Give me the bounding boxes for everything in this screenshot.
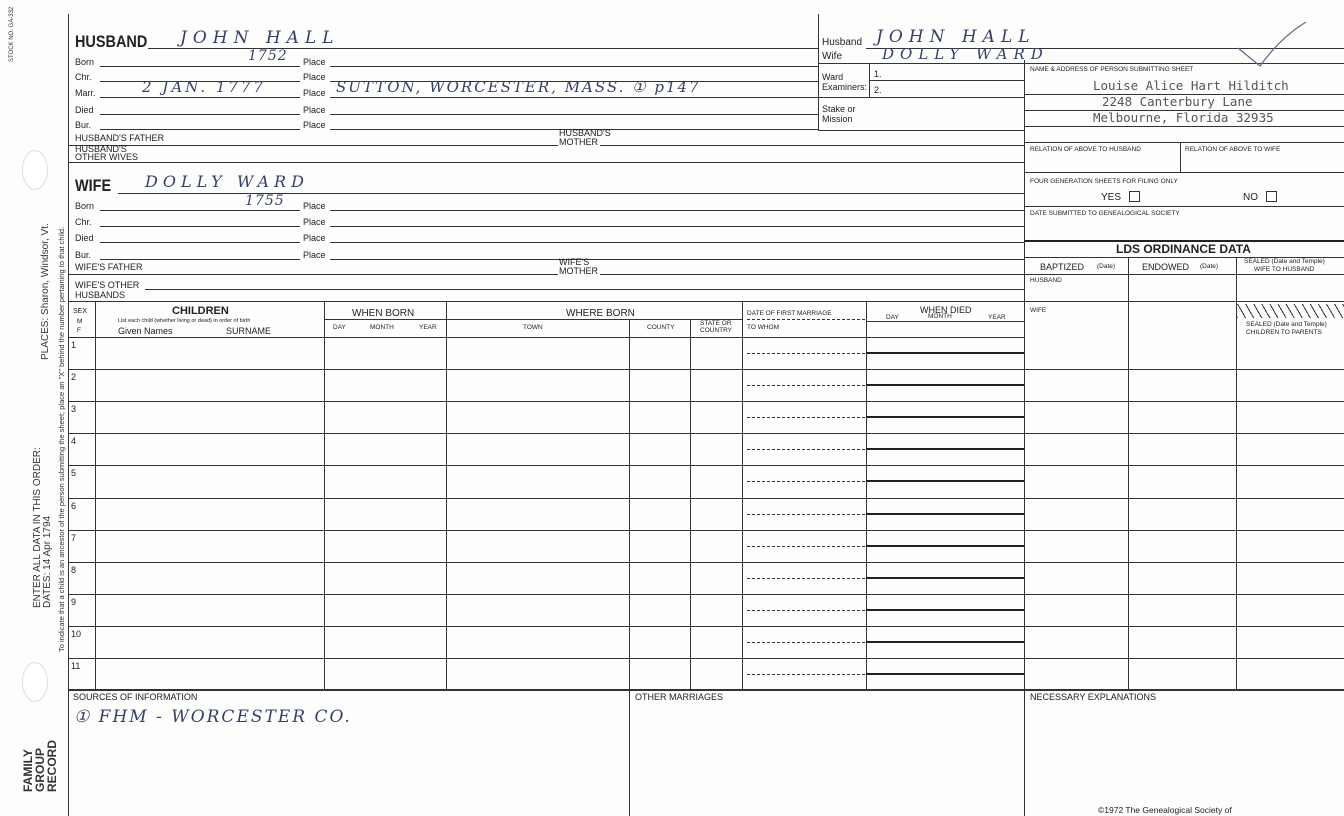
child-row-number: 8 — [71, 565, 77, 575]
marriage-dash — [747, 674, 865, 675]
four-gen-label: FOUR GENERATION SHEETS FOR FILING ONLY — [1030, 178, 1178, 185]
child-row-number: 11 — [71, 661, 81, 671]
other-husbands-label: WIFE'S OTHER — [75, 280, 140, 290]
lds-husband-row: HUSBAND — [1030, 277, 1062, 284]
given-names-label: Given Names — [118, 326, 173, 336]
date-label: (Date) — [1097, 263, 1116, 270]
died-line — [866, 545, 1024, 547]
wife-born: 1755 — [245, 193, 285, 209]
copyright: ©1972 The Genealogical Society of — [1098, 805, 1232, 815]
table-row — [68, 465, 1344, 466]
wife-label: Wife — [822, 51, 842, 62]
marriage-dash — [747, 353, 865, 354]
sources-entry: ① FHM - WORCESTER CO. — [74, 707, 352, 727]
ancestor-note: To indicate that a child is an ancestor of the person submitting the sheet; place an "X" behind the number pertaining to that child. — [57, 226, 66, 652]
yes-label: YES — [1101, 192, 1122, 203]
frame-left — [68, 14, 69, 816]
enter-all-note: ENTER ALL DATA IN THIS ORDER: — [32, 447, 43, 608]
year-label: YEAR — [419, 324, 437, 331]
divider — [818, 14, 819, 130]
child-row-number: 5 — [71, 468, 77, 478]
died-line — [866, 448, 1024, 450]
born-label: Born — [75, 201, 95, 211]
marriage-dash — [747, 481, 865, 482]
bur-label: Bur. — [75, 250, 92, 260]
wifes-mother-label: WIFE'S — [559, 257, 590, 267]
to-whom-label: TO WHOM — [747, 324, 780, 331]
town-label: TOWN — [523, 324, 543, 331]
died-line — [866, 480, 1024, 482]
place-label: Place — [303, 105, 326, 115]
wife-name: DOLLY WARD — [145, 172, 309, 191]
ward-label: Ward — [822, 72, 844, 82]
table-row — [68, 690, 1344, 691]
place-label: Place — [303, 88, 326, 98]
table-row — [68, 433, 1344, 434]
places-note: PLACES: Sharon, Windsor, Vt. — [40, 223, 51, 360]
marriage-dash — [747, 417, 865, 418]
stake-label: Stake or — [822, 104, 856, 114]
husband-label: Husband — [822, 37, 863, 48]
binder-hole — [22, 150, 48, 190]
day-label: DAY — [886, 314, 899, 321]
topright-husband: JOHN HALL — [876, 27, 1036, 47]
place-label: Place — [303, 57, 326, 67]
table-row — [68, 401, 1344, 402]
place-label: Place — [303, 250, 326, 260]
sex-label: SEX — [73, 308, 88, 315]
chr-label: Chr. — [75, 72, 92, 82]
table-row — [68, 498, 1344, 499]
form-title: RECORD — [45, 739, 59, 792]
sealed-husband-label: SEALED (Date and Temple) — [1244, 258, 1325, 265]
wifes-mother-label: MOTHER — [559, 266, 598, 276]
examiners-label: Examiners: — [822, 82, 868, 92]
died-line — [866, 513, 1024, 515]
check-mark-icon — [1230, 18, 1310, 68]
husbands-mother-label: HUSBAND'S — [559, 128, 611, 138]
child-row-number: 9 — [71, 597, 77, 607]
marriage-dash — [747, 546, 865, 547]
date-submitted-label: DATE SUBMITTED TO GENEALOGICAL SOCIETY — [1030, 210, 1180, 217]
child-row-number: 7 — [71, 533, 77, 543]
died-line — [866, 416, 1024, 418]
baptized-label: BAPTIZED — [1040, 262, 1085, 272]
husband-born: 1752 — [248, 48, 288, 64]
died-label: Died — [75, 233, 94, 243]
yes-checkbox[interactable] — [1129, 191, 1140, 202]
child-row-number: 1 — [71, 340, 77, 350]
binder-hole — [22, 662, 48, 702]
died-line — [866, 609, 1024, 611]
place-label: Place — [303, 217, 326, 227]
husbands-father-label: HUSBAND'S FATHER — [75, 133, 165, 143]
child-row-number: 10 — [71, 629, 82, 639]
month-label: MONTH — [370, 324, 394, 331]
other-wives-label: OTHER WIVES — [75, 152, 139, 162]
table-row — [68, 562, 1344, 563]
wife-heading: WIFE — [75, 176, 112, 195]
submitter-street: 2248 Canterbury Lane — [1102, 94, 1253, 109]
day-label: DAY — [333, 324, 346, 331]
child-row-number: 2 — [71, 372, 77, 382]
sex-m: M — [77, 318, 83, 325]
lds-title: LDS ORDINANCE DATA — [1116, 242, 1251, 256]
sources-label: SOURCES OF INFORMATION — [73, 692, 198, 702]
born-label: Born — [75, 57, 95, 67]
husband-name: JOHN HALL — [180, 28, 340, 48]
state-label: COUNTRY — [700, 327, 733, 334]
child-row-number: 6 — [71, 501, 77, 511]
marriage-dash — [747, 385, 865, 386]
no-checkbox[interactable] — [1266, 191, 1277, 202]
form-title: FAMILY — [21, 749, 35, 792]
examiner-2: 2. — [874, 85, 882, 95]
state-label: STATE OR — [700, 320, 732, 327]
died-line — [866, 673, 1024, 675]
sealed-children-label: CHILDREN TO PARENTS — [1246, 329, 1322, 336]
other-wives-label: HUSBAND'S — [75, 144, 127, 154]
sealed-husband-label: WIFE TO HUSBAND — [1254, 266, 1315, 273]
marriage-place: SUTTON, WORCESTER, MASS. ① p147 — [336, 78, 701, 96]
marriage-dash — [747, 642, 865, 643]
submitter-city: Melbourne, Florida 32935 — [1093, 110, 1274, 125]
hatched-cell — [1237, 304, 1344, 318]
other-husbands-label: HUSBANDS — [75, 290, 126, 300]
relation-wife-label: RELATION OF ABOVE TO WIFE — [1185, 146, 1281, 153]
table-row — [68, 626, 1344, 627]
examiner-1: 1. — [874, 69, 882, 79]
relation-husband-label: RELATION OF ABOVE TO HUSBAND — [1030, 146, 1141, 153]
children-subtitle: List each child (whether living or dead) in order of birth — [118, 318, 251, 324]
when-born-label: WHEN BORN — [352, 308, 415, 319]
place-label: Place — [303, 120, 326, 130]
child-row-number: 4 — [71, 436, 77, 446]
divider — [1024, 60, 1025, 816]
marriage-dash — [747, 578, 865, 579]
surname-label: SURNAME — [226, 326, 272, 336]
lds-wife-row: WIFE — [1030, 307, 1047, 314]
table-row — [68, 530, 1344, 531]
where-born-label: WHERE BORN — [566, 308, 635, 319]
children-title: CHILDREN — [172, 305, 229, 317]
submitter-name: Louise Alice Hart Hilditch — [1093, 78, 1289, 93]
place-label: Place — [303, 72, 326, 82]
died-line — [866, 384, 1024, 386]
marriage-date: 2 JAN. 1777 — [142, 78, 267, 96]
table-row — [68, 594, 1344, 595]
topright-wife: DOLLY WARD — [882, 45, 1049, 63]
stake-label: Mission — [822, 114, 853, 124]
dates-note: DATES: 14 Apr 1794 — [42, 515, 53, 608]
table-row — [68, 369, 1344, 370]
died-line — [866, 641, 1024, 643]
husbands-mother-label: MOTHER — [559, 137, 598, 147]
husband-heading: HUSBAND — [75, 32, 148, 51]
place-label: Place — [303, 233, 326, 243]
explanations-label: NECESSARY EXPLANATIONS — [1030, 692, 1157, 702]
chr-label: Chr. — [75, 217, 92, 227]
sex-f: F — [77, 327, 81, 334]
marriage-dash — [747, 514, 865, 515]
other-marriages-label: OTHER MARRIAGES — [635, 692, 724, 702]
died-line — [866, 352, 1024, 354]
child-row-number: 3 — [71, 404, 77, 414]
wifes-father-label: WIFE'S FATHER — [75, 262, 143, 272]
bur-label: Bur. — [75, 120, 92, 130]
marriage-dash — [747, 449, 865, 450]
year-label: YEAR — [988, 314, 1006, 321]
place-label: Place — [303, 201, 326, 211]
month-label: MONTH — [928, 313, 952, 320]
county-label: COUNTY — [647, 324, 675, 331]
marriage-dash — [747, 610, 865, 611]
no-label: NO — [1243, 192, 1258, 203]
sealed-children-label: SEALED (Date and Temple) — [1246, 321, 1327, 328]
form-title: GROUP — [33, 747, 47, 792]
first-marriage-label: DATE OF FIRST MARRIAGE — [747, 310, 832, 317]
table-row — [68, 658, 1344, 659]
died-label: Died — [75, 105, 94, 115]
marr-label: Marr. — [75, 88, 96, 98]
died-line — [866, 577, 1024, 579]
when-died-label: WHEN DIED — [920, 305, 972, 315]
stock-number: STOCK NO. GA-332 — [9, 6, 15, 62]
date-label: (Date) — [1200, 263, 1219, 270]
name-address-label: NAME & ADDRESS OF PERSON SUBMITTING SHEET — [1030, 66, 1194, 73]
endowed-label: ENDOWED — [1142, 262, 1189, 272]
